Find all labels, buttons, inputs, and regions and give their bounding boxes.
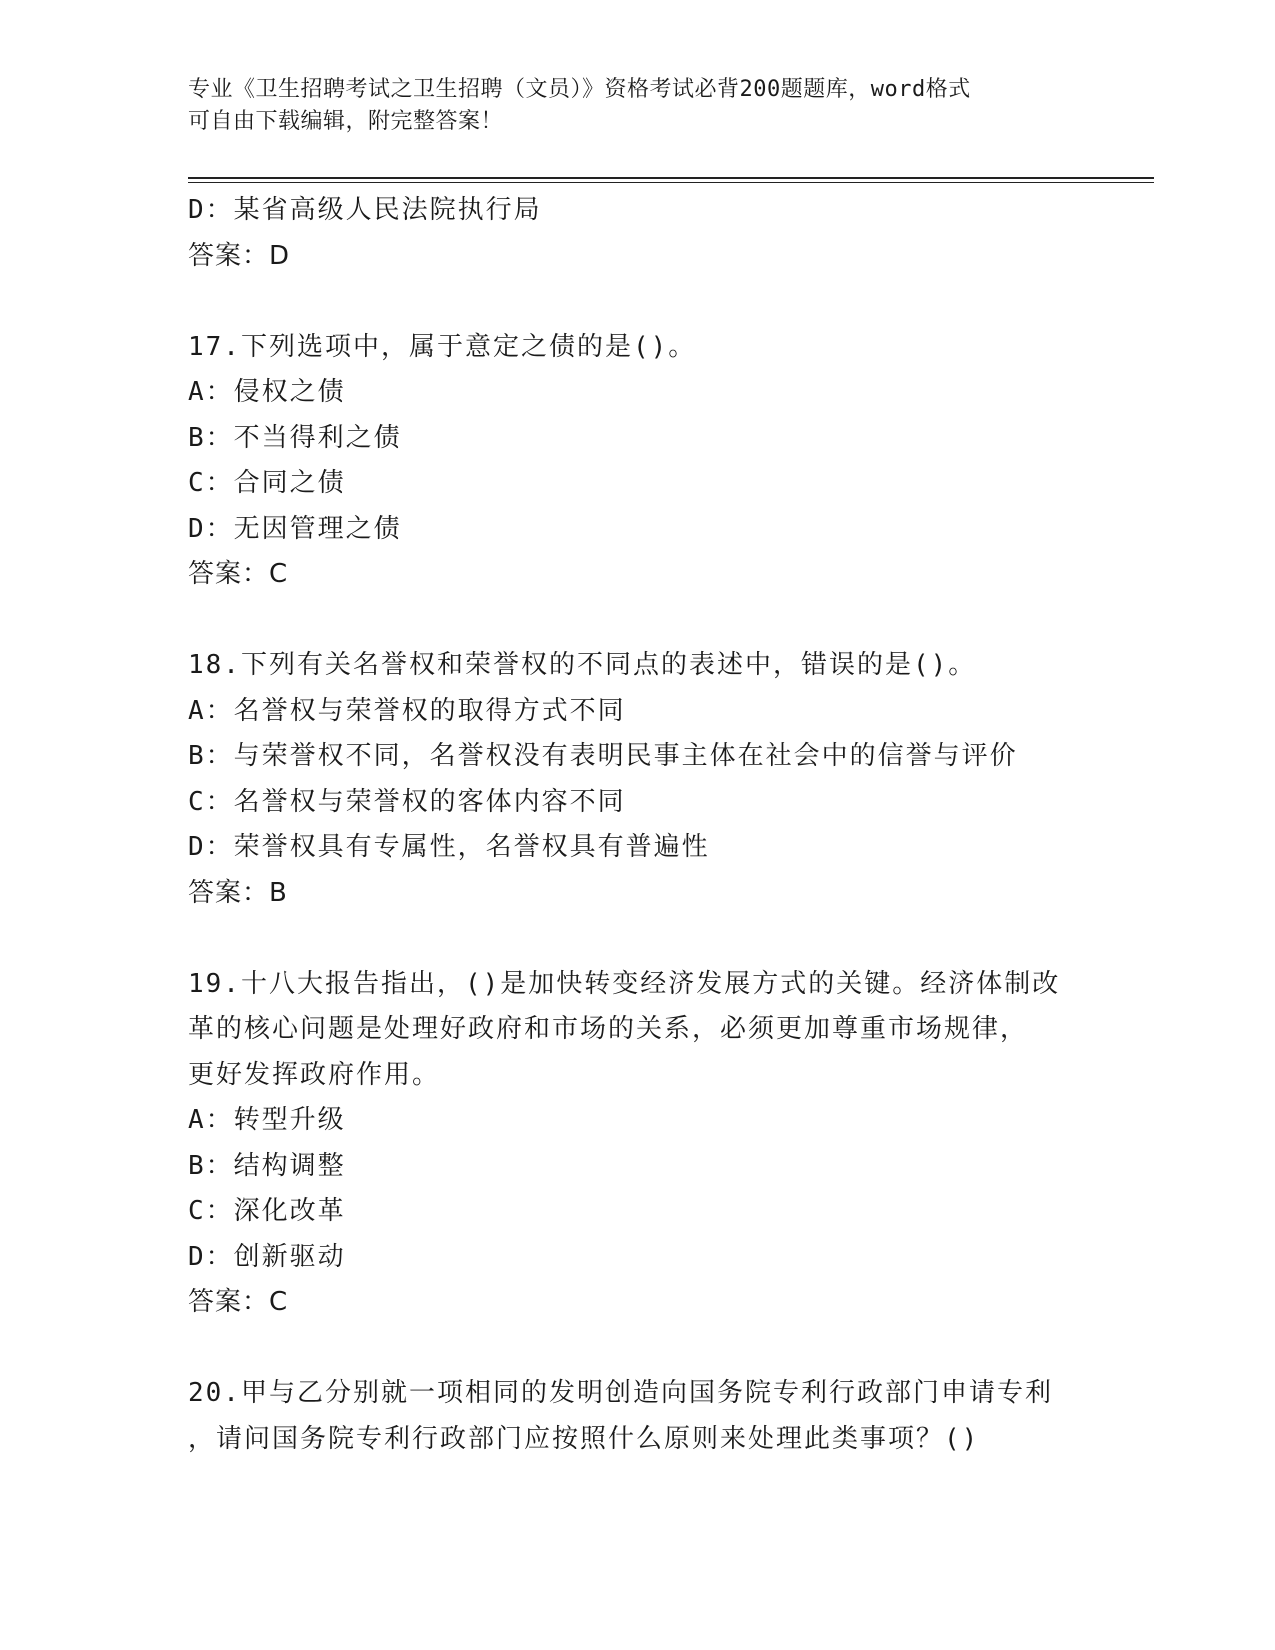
answer-line: 答案：C — [188, 559, 289, 589]
answer-line: 答案：B — [188, 877, 288, 908]
spacer — [188, 279, 1088, 325]
option-c: C：合同之债 — [188, 468, 346, 498]
option-a: A：转型升级 — [188, 1105, 346, 1135]
spacer — [188, 598, 1088, 644]
option-d: D：荣誉权具有专属性，名誉权具有普遍性 — [188, 832, 710, 862]
option-b: B：不当得利之债 — [188, 422, 402, 453]
header-line-2: 可自由下载编辑，附完整答案！ — [188, 109, 504, 134]
page-header — [188, 74, 1088, 138]
option-d: D：创新驱动 — [188, 1241, 346, 1272]
question-stem-line-2: ，请问国务院专利行政部门应按照什么原则来处理此类事项？() — [188, 1423, 980, 1454]
option-c: C：名誉权与荣誉权的客体内容不同 — [188, 786, 626, 817]
question-stem-line-1: 19.十八大报告指出，()是加快转变经济发展方式的关键。经济体制改 — [188, 968, 1061, 999]
question-18 — [188, 643, 1088, 916]
option-c: C：深化改革 — [188, 1196, 346, 1226]
question-content — [188, 188, 1088, 1462]
option-b: B：与荣誉权不同，名誉权没有表明民事主体在社会中的信誉与评价 — [188, 741, 1018, 771]
header-line-1: 专业《卫生招聘考试之卫生招聘（文员）》资格考试必背200题题库，word格式 — [188, 77, 971, 102]
question-20 — [188, 1371, 1088, 1462]
answer-line: 答案：C — [188, 1287, 289, 1317]
option-d: D：某省高级人民法院执行局 — [188, 195, 542, 225]
question-stem-line-1: 20.甲与乙分别就一项相同的发明创造向国务院专利行政部门申请专利 — [188, 1378, 1053, 1408]
question-stem-line-3: 更好发挥政府作用。 — [188, 1059, 441, 1090]
header-rule-thin — [188, 182, 1154, 183]
question-17 — [188, 325, 1088, 598]
option-a: A：名誉权与荣誉权的取得方式不同 — [188, 695, 626, 726]
question-16-tail — [188, 188, 1088, 279]
spacer — [188, 916, 1088, 962]
question-stem: 18.下列有关名誉权和荣誉权的不同点的表述中，错误的是()。 — [188, 650, 977, 680]
header-rule-thick — [188, 177, 1154, 179]
question-stem: 17.下列选项中，属于意定之债的是()。 — [188, 331, 697, 362]
option-a: A：侵权之债 — [188, 377, 346, 407]
answer-line: 答案：D — [188, 240, 291, 271]
question-stem-line-2: 革的核心问题是处理好政府和市场的关系，必须更加尊重市场规律， — [188, 1014, 1029, 1044]
spacer — [188, 1326, 1088, 1372]
option-b: B：结构调整 — [188, 1150, 346, 1181]
question-19 — [188, 962, 1088, 1326]
option-d: D：无因管理之债 — [188, 513, 402, 544]
